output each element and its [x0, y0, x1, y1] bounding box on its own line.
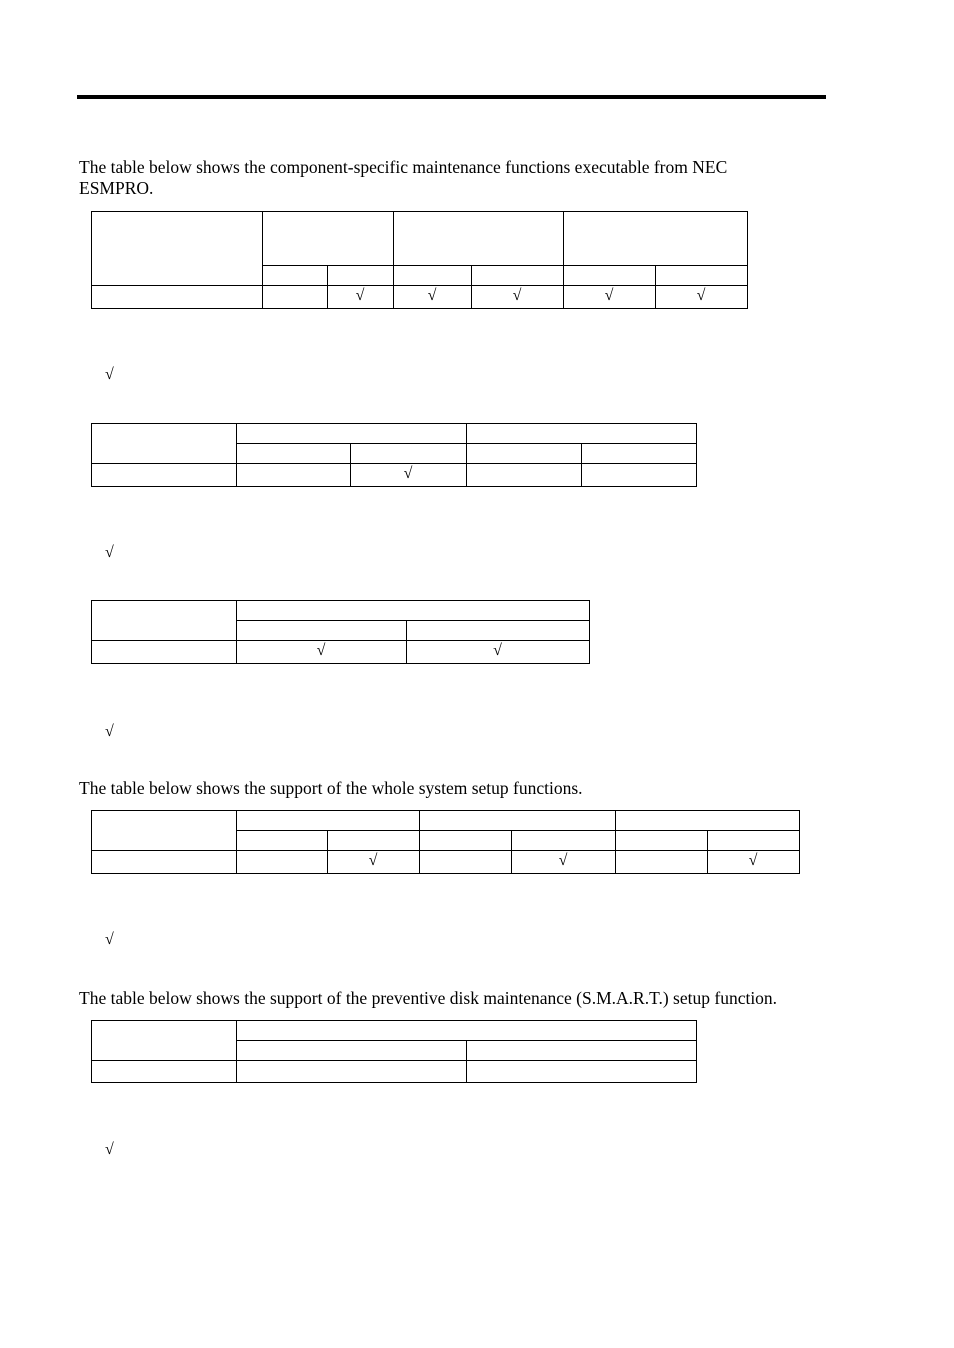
- note-check-mark: √: [105, 931, 114, 948]
- note-check-mark: √: [105, 366, 114, 383]
- intro-paragraph-system-setup: The table below shows the support of the whole system setup functions.: [79, 778, 583, 798]
- table-cell: √: [558, 852, 568, 869]
- table-cell: √: [355, 287, 365, 304]
- table-support-2: [91, 423, 697, 487]
- intro-paragraph-smart: The table below shows the support of the preventive disk maintenance (S.M.A.R.T.) setup function.: [79, 988, 778, 1008]
- table-support-3: [91, 600, 590, 664]
- table-cell: √: [368, 852, 378, 869]
- table-cell: √: [512, 287, 522, 304]
- table-cell: √: [493, 642, 502, 659]
- table-cell: √: [427, 287, 437, 304]
- intro-paragraph-components: The table below shows the component-specific maintenance functions executable from NEC ESMPRO.: [79, 157, 728, 198]
- table-cell: √: [403, 465, 413, 482]
- note-check-mark: √: [105, 723, 114, 740]
- table-cell: √: [696, 287, 706, 304]
- table-cell: √: [748, 852, 758, 869]
- header-rule: [77, 95, 826, 99]
- table-cell: √: [604, 287, 614, 304]
- note-check-mark: √: [105, 1141, 114, 1158]
- table-system-setup: [91, 810, 800, 874]
- table-cell: √: [316, 642, 326, 659]
- note-check-mark: √: [105, 544, 114, 561]
- table-component-maintenance: [91, 211, 748, 309]
- table-smart-setup: [91, 1020, 697, 1083]
